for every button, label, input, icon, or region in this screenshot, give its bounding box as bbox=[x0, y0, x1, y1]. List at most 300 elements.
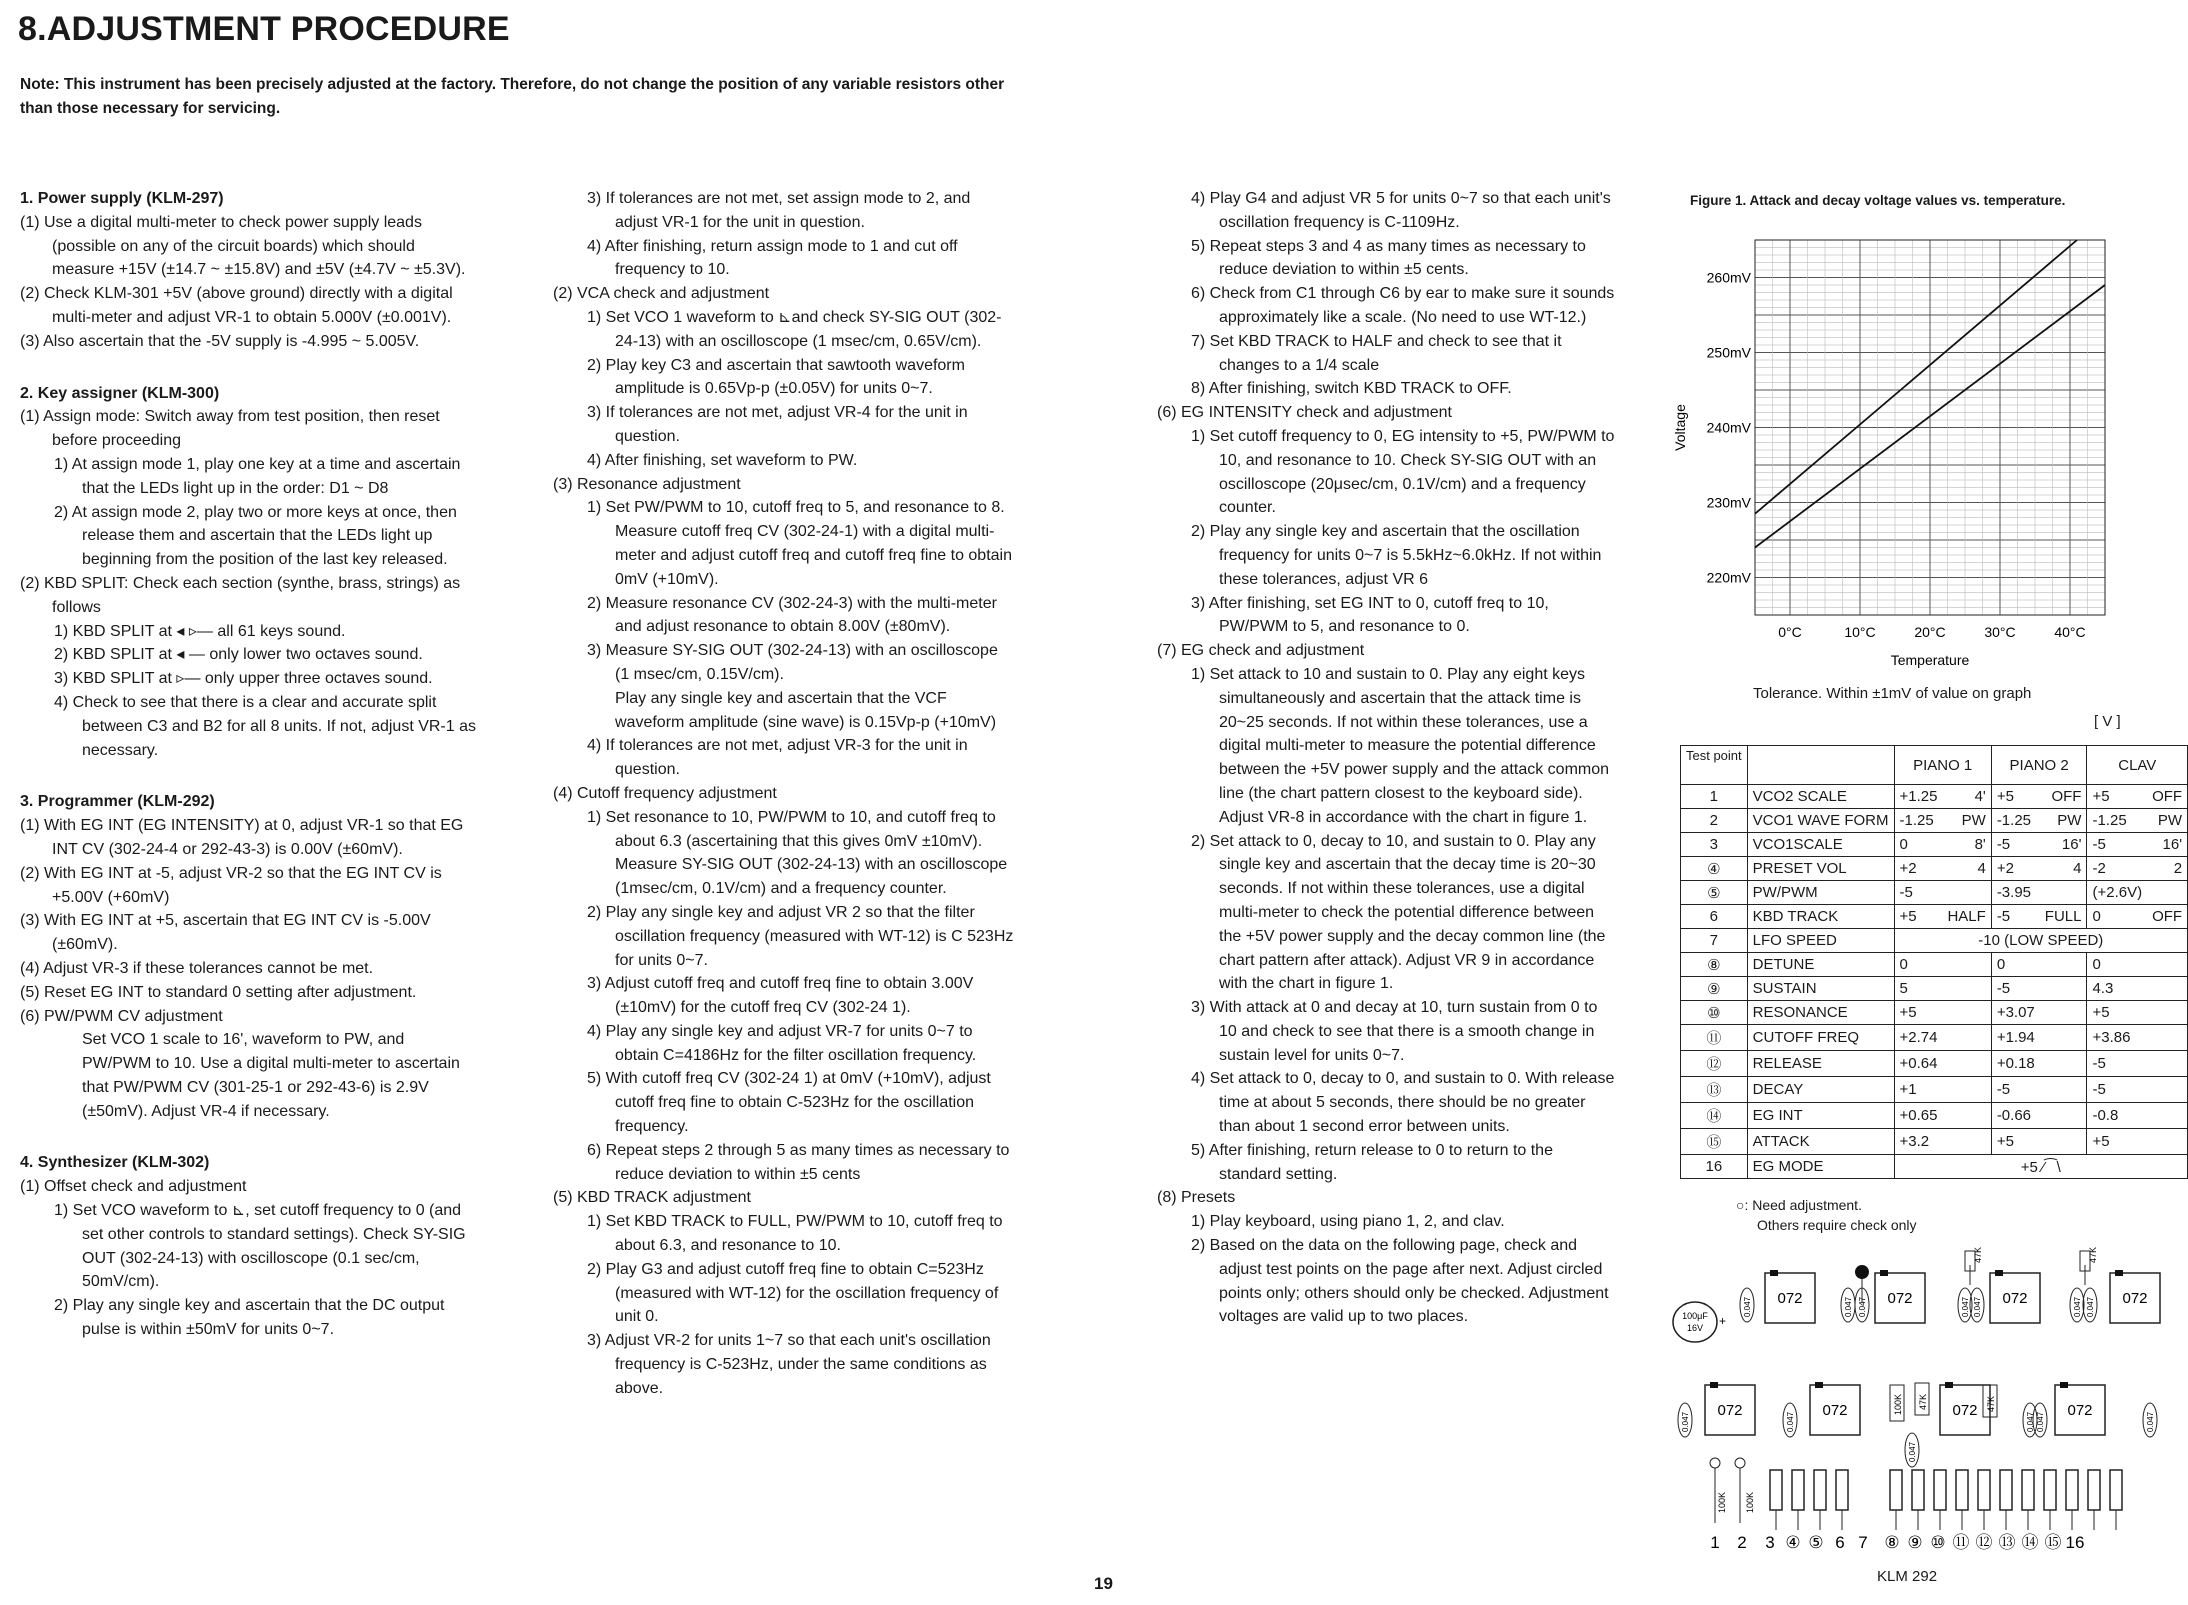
procedure-step: 8) After finishing, switch KBD TRACK to OFF. bbox=[1191, 380, 1512, 398]
section-heading: 3. Programmer (KLM-292) bbox=[20, 793, 215, 811]
cell-ca: 4.3 bbox=[2087, 977, 2147, 1001]
table-row bbox=[1681, 929, 2188, 953]
x-tick-label: 30°C bbox=[1984, 624, 2016, 640]
ic-label: 072 bbox=[1822, 1402, 1848, 1419]
unit-label: [ V ] bbox=[2094, 713, 2121, 730]
electrolytic-capacitor bbox=[1673, 1302, 1717, 1342]
procedure-step: 2) Play key C3 and ascertain that sawtooth waveform amplitude is 0.65Vp-p (±0.05V) for units 0~7. bbox=[587, 356, 965, 398]
header-blank bbox=[1747, 746, 1894, 785]
procedure-step: 1) Set VCO waveform to ⊾, set cutoff frequency to 0 (and set other controls to standard settings). Check SY-SIG OUT (302-24-13) with oscilloscope (0.1 sec/cm, 50mV/cm). bbox=[54, 1202, 466, 1291]
procedure-step: (1) Offset check and adjustment bbox=[20, 1178, 247, 1196]
cell-p1a: +0.64 bbox=[1894, 1051, 1942, 1077]
cell-p1b: 4' bbox=[1942, 785, 1991, 809]
board-layout-diagram bbox=[1665, 1245, 2165, 1570]
cell-cb bbox=[2147, 1103, 2188, 1129]
column-2 bbox=[553, 187, 1016, 1401]
procedure-step: (1) With EG INT (EG INTENSITY) at 0, adjust VR-1 so that EG INT CV (302-24-4 or 292-43-3) is 0.00V (±60mV). bbox=[20, 817, 464, 858]
cell-p2a: -3.95 bbox=[1991, 881, 2039, 905]
procedure-step: 3) Measure SY-SIG OUT (302-24-13) with an oscilloscope (1 msec/cm, 0.15V/cm). bbox=[587, 642, 998, 683]
cell-p1b: 4 bbox=[1942, 857, 1991, 881]
capacitor-label: 0.047 bbox=[1743, 1296, 1752, 1317]
procedure-step: (6) EG INTENSITY check and adjustment bbox=[1157, 404, 1452, 422]
cell-ca: +3.86 bbox=[2087, 1025, 2147, 1051]
table-row bbox=[1681, 977, 2188, 1001]
resistor-47k-2 bbox=[2080, 1247, 2098, 1285]
procedure-step: 2) Play any single key and ascertain that the oscillation frequency for units 0~7 is 5.5kHz~6.0kHz. If not within these tolerances, adjust VR 6 bbox=[1191, 523, 1602, 588]
resistor bbox=[1890, 1470, 1902, 1510]
cell-tp: 2 bbox=[1681, 809, 1748, 833]
ic-label: 072 bbox=[1717, 1402, 1743, 1419]
cell-p1b bbox=[1942, 1103, 1991, 1129]
cell-p2b bbox=[2040, 1077, 2087, 1103]
table-header-row bbox=[1681, 746, 2188, 785]
header-piano-1: PIANO 1 bbox=[1894, 746, 1991, 785]
procedure-step: Set VCO 1 scale to 16', waveform to PW, and PW/PWM to 10. Use a digital multi-meter to ascertain that PW/PWM CV (301-25-1 or 292-43-6) is 2.9V (±50mV). Adjust VR-4 if necessary. bbox=[82, 1031, 460, 1120]
header-clav: CLAV bbox=[2087, 746, 2188, 785]
cell-p1b: HALF bbox=[1942, 905, 1991, 929]
resistor bbox=[1934, 1470, 1946, 1510]
cell-cb: OFF bbox=[2147, 785, 2188, 809]
table-row bbox=[1681, 881, 2188, 905]
y-tick-label: 220mV bbox=[1706, 569, 1751, 586]
table-row bbox=[1681, 1077, 2188, 1103]
resistor bbox=[2066, 1470, 2078, 1510]
procedure-step: 1) Set cutoff frequency to 0, EG intensity to +5, PW/PWM to 10, and resonance to 10. Check SY-SIG OUT with an oscilloscope (20μsec/cm, 0.1V/cm) and a frequency counter. bbox=[1191, 427, 1615, 517]
cap-big-label: 100μF bbox=[1682, 1311, 1708, 1321]
section-heading: 1. Power supply (KLM-297) bbox=[20, 190, 224, 207]
resistor bbox=[2000, 1470, 2012, 1510]
x-tick-label: 0°C bbox=[1778, 624, 1802, 640]
cell-p2b: OFF bbox=[2040, 785, 2087, 809]
cell-p1a: 0 bbox=[1894, 833, 1942, 857]
resistor bbox=[1770, 1470, 1782, 1510]
resistor-47k-1 bbox=[1965, 1247, 1983, 1285]
table-row bbox=[1681, 1129, 2188, 1155]
cell-p1a: 0 bbox=[1894, 953, 1942, 977]
cell-name: CUTOFF FREQ bbox=[1747, 1025, 1894, 1051]
procedure-step: (5) KBD TRACK adjustment bbox=[553, 1189, 751, 1207]
cell-name: DECAY bbox=[1747, 1077, 1894, 1103]
test-pin-label: 3 bbox=[1765, 1533, 1775, 1552]
test-pin-label: ④ bbox=[1785, 1533, 1801, 1552]
capacitor-label: 0.047 bbox=[2026, 1411, 2035, 1432]
resistor-row bbox=[1710, 1458, 2122, 1530]
cell-tp: ④ bbox=[1681, 857, 1748, 881]
procedure-step: 2) Set attack to 0, decay to 10, and sustain to 0. Play any single key and ascertain that the decay time is 20~30 seconds. If not within these tolerances, use a digital multi-meter to check the potential difference between the +5V power supply and the decay common line (the chart pattern after attack). Adjust VR 9 in accordance with the chart in figure 1. bbox=[1191, 832, 1606, 993]
cell-span: -10 (LOW SPEED) bbox=[1894, 929, 2188, 953]
cell-p2b bbox=[2040, 1103, 2087, 1129]
cell-cb bbox=[2147, 977, 2188, 1001]
test-pin-label: ⑩ bbox=[1930, 1533, 1946, 1552]
table-row bbox=[1681, 1001, 2188, 1025]
cell-tp: 3 bbox=[1681, 833, 1748, 857]
procedure-step: 6) Check from C1 through C6 by ear to make sure it sounds approximately like a scale. (No need to use WT-12.) bbox=[1191, 285, 1615, 326]
procedure-step: 1) Set VCO 1 waveform to ⊾and check SY-SIG OUT (302-24-13) with an oscilloscope (1 msec/cm, 0.65V/cm). bbox=[587, 308, 1002, 350]
cell-name: LFO SPEED bbox=[1747, 929, 1894, 953]
cell-ca: +5 bbox=[2087, 1129, 2147, 1155]
resistor bbox=[1814, 1470, 1826, 1510]
cell-p1b bbox=[1942, 977, 1991, 1001]
cell-cb bbox=[2147, 1129, 2188, 1155]
cell-tp: ⑬ bbox=[1681, 1077, 1748, 1103]
procedure-step: 2) Play any single key and ascertain that the DC output pulse is within ±50mV for units 0~7. bbox=[54, 1297, 445, 1339]
test-pin-label: ⑫ bbox=[1975, 1533, 1993, 1552]
figure-title: Figure 1. Attack and decay voltage values vs. temperature. bbox=[1690, 193, 2066, 208]
y-tick-label: 260mV bbox=[1706, 269, 1751, 286]
cell-name: EG MODE bbox=[1747, 1155, 1894, 1179]
cell-ca: (+2.6V) bbox=[2087, 881, 2147, 905]
ic-label: 072 bbox=[2122, 1290, 2148, 1307]
ic-chips bbox=[1705, 1270, 2160, 1435]
cell-p1b bbox=[1942, 1025, 1991, 1051]
cell-p2b bbox=[2040, 1051, 2087, 1077]
procedure-step: (5) Reset EG INT to standard 0 setting after adjustment. bbox=[20, 983, 417, 1001]
cell-tp: ⑤ bbox=[1681, 881, 1748, 905]
cell-p2a: -5 bbox=[1991, 1077, 2039, 1103]
cell-tp: 6 bbox=[1681, 905, 1748, 929]
y-tick-label: 240mV bbox=[1706, 419, 1751, 436]
cell-p2b: PW bbox=[2040, 809, 2087, 833]
y-tick-label: 250mV bbox=[1706, 344, 1751, 361]
capacitor-label: 0.047 bbox=[1908, 1441, 1917, 1462]
cell-p1a: +1 bbox=[1894, 1077, 1942, 1103]
resistor bbox=[1956, 1470, 1968, 1510]
cell-cb bbox=[2147, 1025, 2188, 1051]
test-pin-label: ⑪ bbox=[1952, 1533, 1970, 1552]
section-heading: 2. Key assigner (KLM-300) bbox=[20, 384, 220, 402]
procedure-step: 3) If tolerances are not met, adjust VR-4 for the unit in question. bbox=[587, 404, 968, 445]
procedure-step: 1) Set PW/PWM to 10, cutoff freq to 5, and resonance to 8. Measure cutoff freq CV (302-24-1) with a digital multi-meter and adjust cutoff freq and cutoff freq fine to obtain 0mV (+10mV). bbox=[587, 499, 1012, 588]
cell-name: SUSTAIN bbox=[1747, 977, 1894, 1001]
table-row bbox=[1681, 809, 2188, 833]
procedure-step: (4) Cutoff frequency adjustment bbox=[553, 784, 777, 802]
cell-cb bbox=[2147, 1051, 2188, 1077]
cell-name: DETUNE bbox=[1747, 953, 1894, 977]
procedure-step: (7) EG check and adjustment bbox=[1157, 642, 1365, 660]
capacitor-label: 0.047 bbox=[2146, 1411, 2155, 1432]
procedure-step: (3) Also ascertain that the -5V supply is -4.995 ~ 5.005V. bbox=[20, 332, 420, 350]
pin-terminal bbox=[1710, 1458, 1720, 1468]
capacitor-label: 0.047 bbox=[1681, 1411, 1690, 1432]
cell-cb: 2 bbox=[2147, 857, 2188, 881]
cell-cb bbox=[2147, 1077, 2188, 1103]
procedure-step: 6) Repeat steps 2 through 5 as many times as necessary to reduce deviation to within ±5 cents bbox=[587, 1141, 1010, 1183]
procedure-step: (3) Resonance adjustment bbox=[553, 475, 741, 493]
x-tick-label: 20°C bbox=[1914, 624, 1946, 640]
cell-p2b: FULL bbox=[2040, 905, 2087, 929]
ic-label: 072 bbox=[1952, 1402, 1978, 1419]
cell-cb bbox=[2147, 953, 2188, 977]
cell-p1a: +1.25 bbox=[1894, 785, 1942, 809]
cell-tp: ⑮ bbox=[1681, 1129, 1748, 1155]
x-tick-label: 10°C bbox=[1844, 624, 1876, 640]
cell-p1a: -5 bbox=[1894, 881, 1942, 905]
procedure-step: (1) Use a digital multi-meter to check power supply leads (possible on any of the circuit boards) which should measure +15V (±14.7 ~ ±15.8V) and ±5V (±4.7V ~ ±5.3V). bbox=[20, 213, 466, 279]
y-axis-label: Voltage bbox=[1672, 404, 1688, 451]
cell-tp: ⑨ bbox=[1681, 977, 1748, 1001]
procedure-step: 1) Set attack to 10 and sustain to 0. Play any eight keys simultaneously and ascertain that the attack time is 20~25 seconds. If not within these tolerances, use a digital multi-meter to measure the potential difference between the +5V power supply and the attack common line (the chart pattern closest to the keyboard side). Adjust VR-8 in accordance with the chart in figure 1. bbox=[1191, 665, 1610, 826]
cell-p1b bbox=[1942, 1129, 1991, 1155]
procedure-step: 3) With attack at 0 and decay at 10, turn sustain from 0 to 10 and check to see that there is a smooth change in sustain level for units 0~7. bbox=[1191, 999, 1598, 1064]
resistor-100k-mid bbox=[1890, 1385, 1904, 1421]
cell-p2a: -5 bbox=[1991, 977, 2039, 1001]
cell-p1a: +5 bbox=[1894, 1001, 1942, 1025]
cell-p2b bbox=[2040, 881, 2087, 905]
table-row bbox=[1681, 905, 2188, 929]
cell-name: KBD TRACK bbox=[1747, 905, 1894, 929]
cell-ca: -5 bbox=[2087, 833, 2147, 857]
procedure-step: (4) Adjust VR-3 if these tolerances cannot be met. bbox=[20, 959, 374, 977]
cell-p1a: +2 bbox=[1894, 857, 1942, 881]
test-pin-label: ⑧ bbox=[1884, 1533, 1900, 1552]
cell-ca: -5 bbox=[2087, 1051, 2147, 1077]
cell-tp: ⑭ bbox=[1681, 1103, 1748, 1129]
procedure-step: 4) If tolerances are not met, adjust VR-3 for the unit in question. bbox=[587, 737, 968, 779]
check-note: Others require check only bbox=[1757, 1217, 1917, 1233]
cell-tp: 7 bbox=[1681, 929, 1748, 953]
cell-tp: ⑧ bbox=[1681, 953, 1748, 977]
factory-note: Note: This instrument has been precisely adjusted at the factory. Therefore, do not change the position of any variable resistors other than those necessary for servicing. bbox=[20, 76, 1005, 117]
cell-p2a: +3.07 bbox=[1991, 1001, 2039, 1025]
cell-p1a: +3.2 bbox=[1894, 1129, 1942, 1155]
column-1 bbox=[20, 187, 477, 1342]
resistor-label: 100K bbox=[1717, 1491, 1727, 1513]
ic-label: 072 bbox=[2002, 1290, 2028, 1307]
cell-ca: -2 bbox=[2087, 857, 2147, 881]
cap-big-label-2: 16V bbox=[1686, 1323, 1704, 1333]
page-title: 8.ADJUSTMENT PROCEDURE bbox=[18, 10, 510, 48]
cell-ca: +5 bbox=[2087, 785, 2147, 809]
cell-cb bbox=[2147, 881, 2188, 905]
procedure-step: (2) KBD SPLIT: Check each section (synthe, brass, strings) as follows bbox=[20, 574, 461, 616]
cell-name: VCO1SCALE bbox=[1747, 833, 1894, 857]
procedure-step: (2) VCA check and adjustment bbox=[553, 285, 770, 303]
procedure-step: 1) Play keyboard, using piano 1, 2, and clav. bbox=[1191, 1213, 1505, 1231]
tolerance-note: Tolerance. Within ±1mV of value on graph bbox=[1753, 685, 2032, 702]
test-pin-label: ⑬ bbox=[1998, 1533, 2016, 1552]
capacitor-label: 0.047 bbox=[1786, 1411, 1795, 1432]
test-pin-label: ⑨ bbox=[1907, 1533, 1923, 1552]
procedure-step: 5) Repeat steps 3 and 4 as many times as necessary to reduce deviation to within ±5 cents. bbox=[1191, 237, 1586, 279]
cell-name: PRESET VOL bbox=[1747, 857, 1894, 881]
cell-p1b: PW bbox=[1942, 809, 1991, 833]
cell-tp: ⑩ bbox=[1681, 1001, 1748, 1025]
cell-p1a: +0.65 bbox=[1894, 1103, 1942, 1129]
capacitor-label: 0.047 bbox=[2073, 1296, 2082, 1317]
table-row bbox=[1681, 1103, 2188, 1129]
cell-name: VCO1 WAVE FORM bbox=[1747, 809, 1894, 833]
cell-p1a: +5 bbox=[1894, 905, 1942, 929]
procedure-step: 4) Play G4 and adjust VR 5 for units 0~7 so that each unit's oscillation frequency is C-1109Hz. bbox=[1191, 190, 1611, 231]
adjust-note: ○: Need adjustment. bbox=[1736, 1197, 1862, 1213]
capacitor-label: 0.047 bbox=[1961, 1296, 1970, 1317]
svg-text:47K: 47K bbox=[1973, 1246, 1983, 1263]
x-tick-label: 40°C bbox=[2054, 624, 2086, 640]
cell-cb: PW bbox=[2147, 809, 2188, 833]
cell-ca: 0 bbox=[2087, 905, 2147, 929]
test-pin-label: ⑭ bbox=[2021, 1533, 2039, 1552]
procedure-step: 3) If tolerances are not met, set assign mode to 2, and adjust VR-1 for the unit in question. bbox=[587, 190, 971, 231]
cell-p2b bbox=[2040, 1025, 2087, 1051]
cell-span: +5 ⁄⁀\ bbox=[1894, 1155, 2188, 1179]
svg-text:47K: 47K bbox=[2088, 1246, 2098, 1263]
procedure-step: 5) With cutoff freq CV (302-24 1) at 0mV (+10mV), adjust cutoff freq fine to obtain C-523Hz for the oscillation frequency. bbox=[587, 1070, 991, 1136]
procedure-step: 4) After finishing, set waveform to PW. bbox=[587, 451, 858, 469]
capacitors bbox=[1678, 1288, 2157, 1467]
procedure-step: (2) Check KLM-301 +5V (above ground) directly with a digital multi-meter and adjust VR-1 to obtain 5.000V (±0.001V). bbox=[20, 285, 453, 326]
cell-ca: -5 bbox=[2087, 1077, 2147, 1103]
cell-p2b bbox=[2040, 1001, 2087, 1025]
cell-cb: OFF bbox=[2147, 905, 2188, 929]
test-pin-label: 6 bbox=[1835, 1533, 1845, 1552]
board-label: KLM 292 bbox=[1877, 1568, 1938, 1585]
resistor bbox=[2088, 1470, 2100, 1510]
cell-ca: -0.8 bbox=[2087, 1103, 2147, 1129]
test-pin-labels bbox=[1710, 1533, 2084, 1552]
procedure-step: 2) Play G3 and adjust cutoff freq fine to obtain C=523Hz (measured with WT-12) for the oscillation frequency of unit 0. bbox=[587, 1260, 999, 1326]
table-row bbox=[1681, 1051, 2188, 1077]
table-row bbox=[1681, 1155, 2188, 1179]
resistor-label: 100K bbox=[1745, 1491, 1755, 1513]
procedure-step: 2) At assign mode 2, play two or more keys at once, then release them and ascertain that the LEDs light up beginning from the position of the last key released. bbox=[54, 503, 457, 569]
capacitor-label: 0.047 bbox=[2036, 1411, 2045, 1432]
cell-name: PW/PWM bbox=[1747, 881, 1894, 905]
cell-tp: 1 bbox=[1681, 785, 1748, 809]
procedure-step: 1) At assign mode 1, play one key at a time and ascertain that the LEDs light up in the order: D1 ~ D8 bbox=[54, 455, 461, 497]
procedure-step: 3) Adjust VR-2 for units 1~7 so that each unit's oscillation frequency is C-523Hz, under the same conditions as above. bbox=[587, 1332, 991, 1397]
ic-label: 072 bbox=[1777, 1290, 1803, 1307]
procedure-step: (8) Presets bbox=[1157, 1189, 1236, 1207]
cell-p1b bbox=[1942, 1077, 1991, 1103]
x-axis-label: Temperature bbox=[1890, 652, 1970, 668]
cell-p2a: +2 bbox=[1991, 857, 2039, 881]
cell-p2b: 16' bbox=[2040, 833, 2087, 857]
procedure-step: (1) Assign mode: Switch away from test position, then reset before proceeding bbox=[20, 408, 440, 450]
cell-p2a: +1.94 bbox=[1991, 1025, 2039, 1051]
cell-p1a: 5 bbox=[1894, 977, 1942, 1001]
cell-p2b bbox=[2040, 977, 2087, 1001]
cell-ca: 0 bbox=[2087, 953, 2147, 977]
procedure-step: 2) Measure resonance CV (302-24-3) with the multi-meter and adjust resonance to obtain 8.00V (±80mV). bbox=[587, 594, 997, 636]
resistor bbox=[1836, 1470, 1848, 1510]
procedure-step: 2) Based on the data on the following page, check and adjust test points on the page after next. Adjust circled points only; others should only be checked. Adjustment voltages are valid up to two places. bbox=[1191, 1237, 1609, 1326]
cell-p2a: +5 bbox=[1991, 785, 2039, 809]
table-row bbox=[1681, 833, 2188, 857]
resistor bbox=[1792, 1470, 1804, 1510]
voltage-temperature-chart bbox=[1665, 225, 2125, 685]
cell-p2a: -5 bbox=[1991, 833, 2039, 857]
table-row bbox=[1681, 953, 2188, 977]
svg-text:47K: 47K bbox=[1918, 1393, 1928, 1410]
cell-p2b bbox=[2040, 1129, 2087, 1155]
svg-text:47K: 47K bbox=[1986, 1395, 1996, 1412]
chart-grid bbox=[1755, 240, 2105, 615]
table-row bbox=[1681, 785, 2188, 809]
cell-name: ATTACK bbox=[1747, 1129, 1894, 1155]
procedure-step: 3) Adjust cutoff freq and cutoff freq fine to obtain 3.00V (±10mV) for the cutoff freq CV (302-24 1). bbox=[587, 975, 974, 1017]
cell-p1b bbox=[1942, 953, 1991, 977]
procedure-step: 1) KBD SPLIT at ◂ ▹— all 61 keys sound. bbox=[54, 622, 346, 640]
y-tick-label: 230mV bbox=[1706, 494, 1751, 511]
page-number: 19 bbox=[1094, 1574, 1113, 1593]
cell-p2a: -1.25 bbox=[1991, 809, 2039, 833]
cell-name: EG INT bbox=[1747, 1103, 1894, 1129]
test-pin-label: ⑮ bbox=[2044, 1533, 2062, 1552]
resistor bbox=[1912, 1470, 1924, 1510]
cell-cb bbox=[2147, 1001, 2188, 1025]
cell-cb: 16' bbox=[2147, 833, 2188, 857]
jumper-dot bbox=[1855, 1265, 1869, 1279]
resistor bbox=[2110, 1470, 2122, 1510]
cell-p1b bbox=[1942, 881, 1991, 905]
cell-p2b bbox=[2040, 953, 2087, 977]
cell-ca: +5 bbox=[2087, 1001, 2147, 1025]
cell-p1b bbox=[1942, 1051, 1991, 1077]
procedure-step: 1) Set resonance to 10, PW/PWM to 10, and cutoff freq to about 6.3 (ascertaining that this gives 0mV ±10mV). Measure SY-SIG OUT (302-24-13) with an oscilloscope (1msec/cm, 0.1V/cm) and a frequency counter. bbox=[587, 808, 1008, 898]
cell-name: RELEASE bbox=[1747, 1051, 1894, 1077]
table-row bbox=[1681, 857, 2188, 881]
test-pin-label: ⑤ bbox=[1808, 1533, 1824, 1552]
capacitor-label: 0.047 bbox=[1973, 1296, 1982, 1317]
ic-label: 072 bbox=[1887, 1290, 1913, 1307]
procedure-step: (6) PW/PWM CV adjustment bbox=[20, 1007, 223, 1025]
procedure-step: 3) KBD SPLIT at ▹— only upper three octaves sound. bbox=[54, 670, 433, 688]
capacitor-label: 0.047 bbox=[1858, 1296, 1867, 1317]
cell-p1a: -1.25 bbox=[1894, 809, 1942, 833]
resistor bbox=[2044, 1470, 2056, 1510]
procedure-step: 2) Play any single key and adjust VR 2 so that the filter oscillation frequency (measured with WT-12) is C 523Hz for units 0~7. bbox=[587, 903, 1014, 969]
capacitor-label: 0.047 bbox=[2086, 1296, 2095, 1317]
cell-ca: -1.25 bbox=[2087, 809, 2147, 833]
test-pin-label: 16 bbox=[2065, 1533, 2085, 1552]
cell-tp: ⑪ bbox=[1681, 1025, 1748, 1051]
procedure-step: 4) Play any single key and adjust VR-7 for units 0~7 to obtain C=4186Hz for the filter oscillation frequency. bbox=[587, 1022, 977, 1064]
resistor bbox=[1978, 1470, 1990, 1510]
header-piano-2: PIANO 2 bbox=[1991, 746, 2087, 785]
procedure-step: Play any single key and ascertain that the VCF waveform amplitude (sine wave) is 0.15Vp-p (+10mV) bbox=[615, 689, 997, 731]
procedure-step: (3) With EG INT at +5, ascertain that EG INT CV is -5.00V (±60mV). bbox=[20, 912, 431, 954]
procedure-step: 3) After finishing, set EG INT to 0, cutoff freq to 10, PW/PWM to 5, and resonance to 0. bbox=[1191, 594, 1549, 636]
procedure-step: 4) Set attack to 0, decay to 0, and sustain to 0. With release time at about 5 seconds, there should be no greater than about 1 second error between units. bbox=[1191, 1070, 1615, 1136]
resistor-47k-mid bbox=[1915, 1383, 1929, 1415]
plus-sign: + bbox=[1719, 1314, 1727, 1328]
cell-tp: 16 bbox=[1681, 1155, 1748, 1179]
procedure-step: 4) Check to see that there is a clear and accurate split between C3 and B2 for all 8 units. If not, adjust VR-1 as necessary. bbox=[54, 693, 476, 759]
test-pin-label: 7 bbox=[1858, 1533, 1868, 1552]
cell-p2a: -5 bbox=[1991, 905, 2039, 929]
procedure-step: 2) KBD SPLIT at ◂ — only lower two octaves sound. bbox=[54, 646, 423, 664]
cell-p1b bbox=[1942, 1001, 1991, 1025]
test-pin-label: 1 bbox=[1710, 1533, 1720, 1552]
cell-p2a: +0.18 bbox=[1991, 1051, 2039, 1077]
cell-p2a: +5 bbox=[1991, 1129, 2039, 1155]
ic-label: 072 bbox=[2067, 1402, 2093, 1419]
cell-p2a: -0.66 bbox=[1991, 1103, 2039, 1129]
svg-text:100K: 100K bbox=[1893, 1393, 1903, 1415]
procedure-step: 4) After finishing, return assign mode to 1 and cut off frequency to 10. bbox=[587, 237, 958, 279]
pin-terminal bbox=[1735, 1458, 1745, 1468]
cell-p1b: 8' bbox=[1942, 833, 1991, 857]
preset-values-table bbox=[1680, 745, 2188, 1179]
test-pin-label: 2 bbox=[1737, 1533, 1747, 1552]
procedure-step: 7) Set KBD TRACK to HALF and check to see that it changes to a 1/4 scale bbox=[1191, 332, 1562, 374]
cell-name: RESONANCE bbox=[1747, 1001, 1894, 1025]
section-heading: 4. Synthesizer (KLM-302) bbox=[20, 1154, 210, 1172]
column-3 bbox=[1157, 187, 1617, 1329]
table-row bbox=[1681, 1025, 2188, 1051]
procedure-step: 5) After finishing, return release to 0 to return to the standard setting. bbox=[1191, 1141, 1553, 1183]
resistor bbox=[2022, 1470, 2034, 1510]
